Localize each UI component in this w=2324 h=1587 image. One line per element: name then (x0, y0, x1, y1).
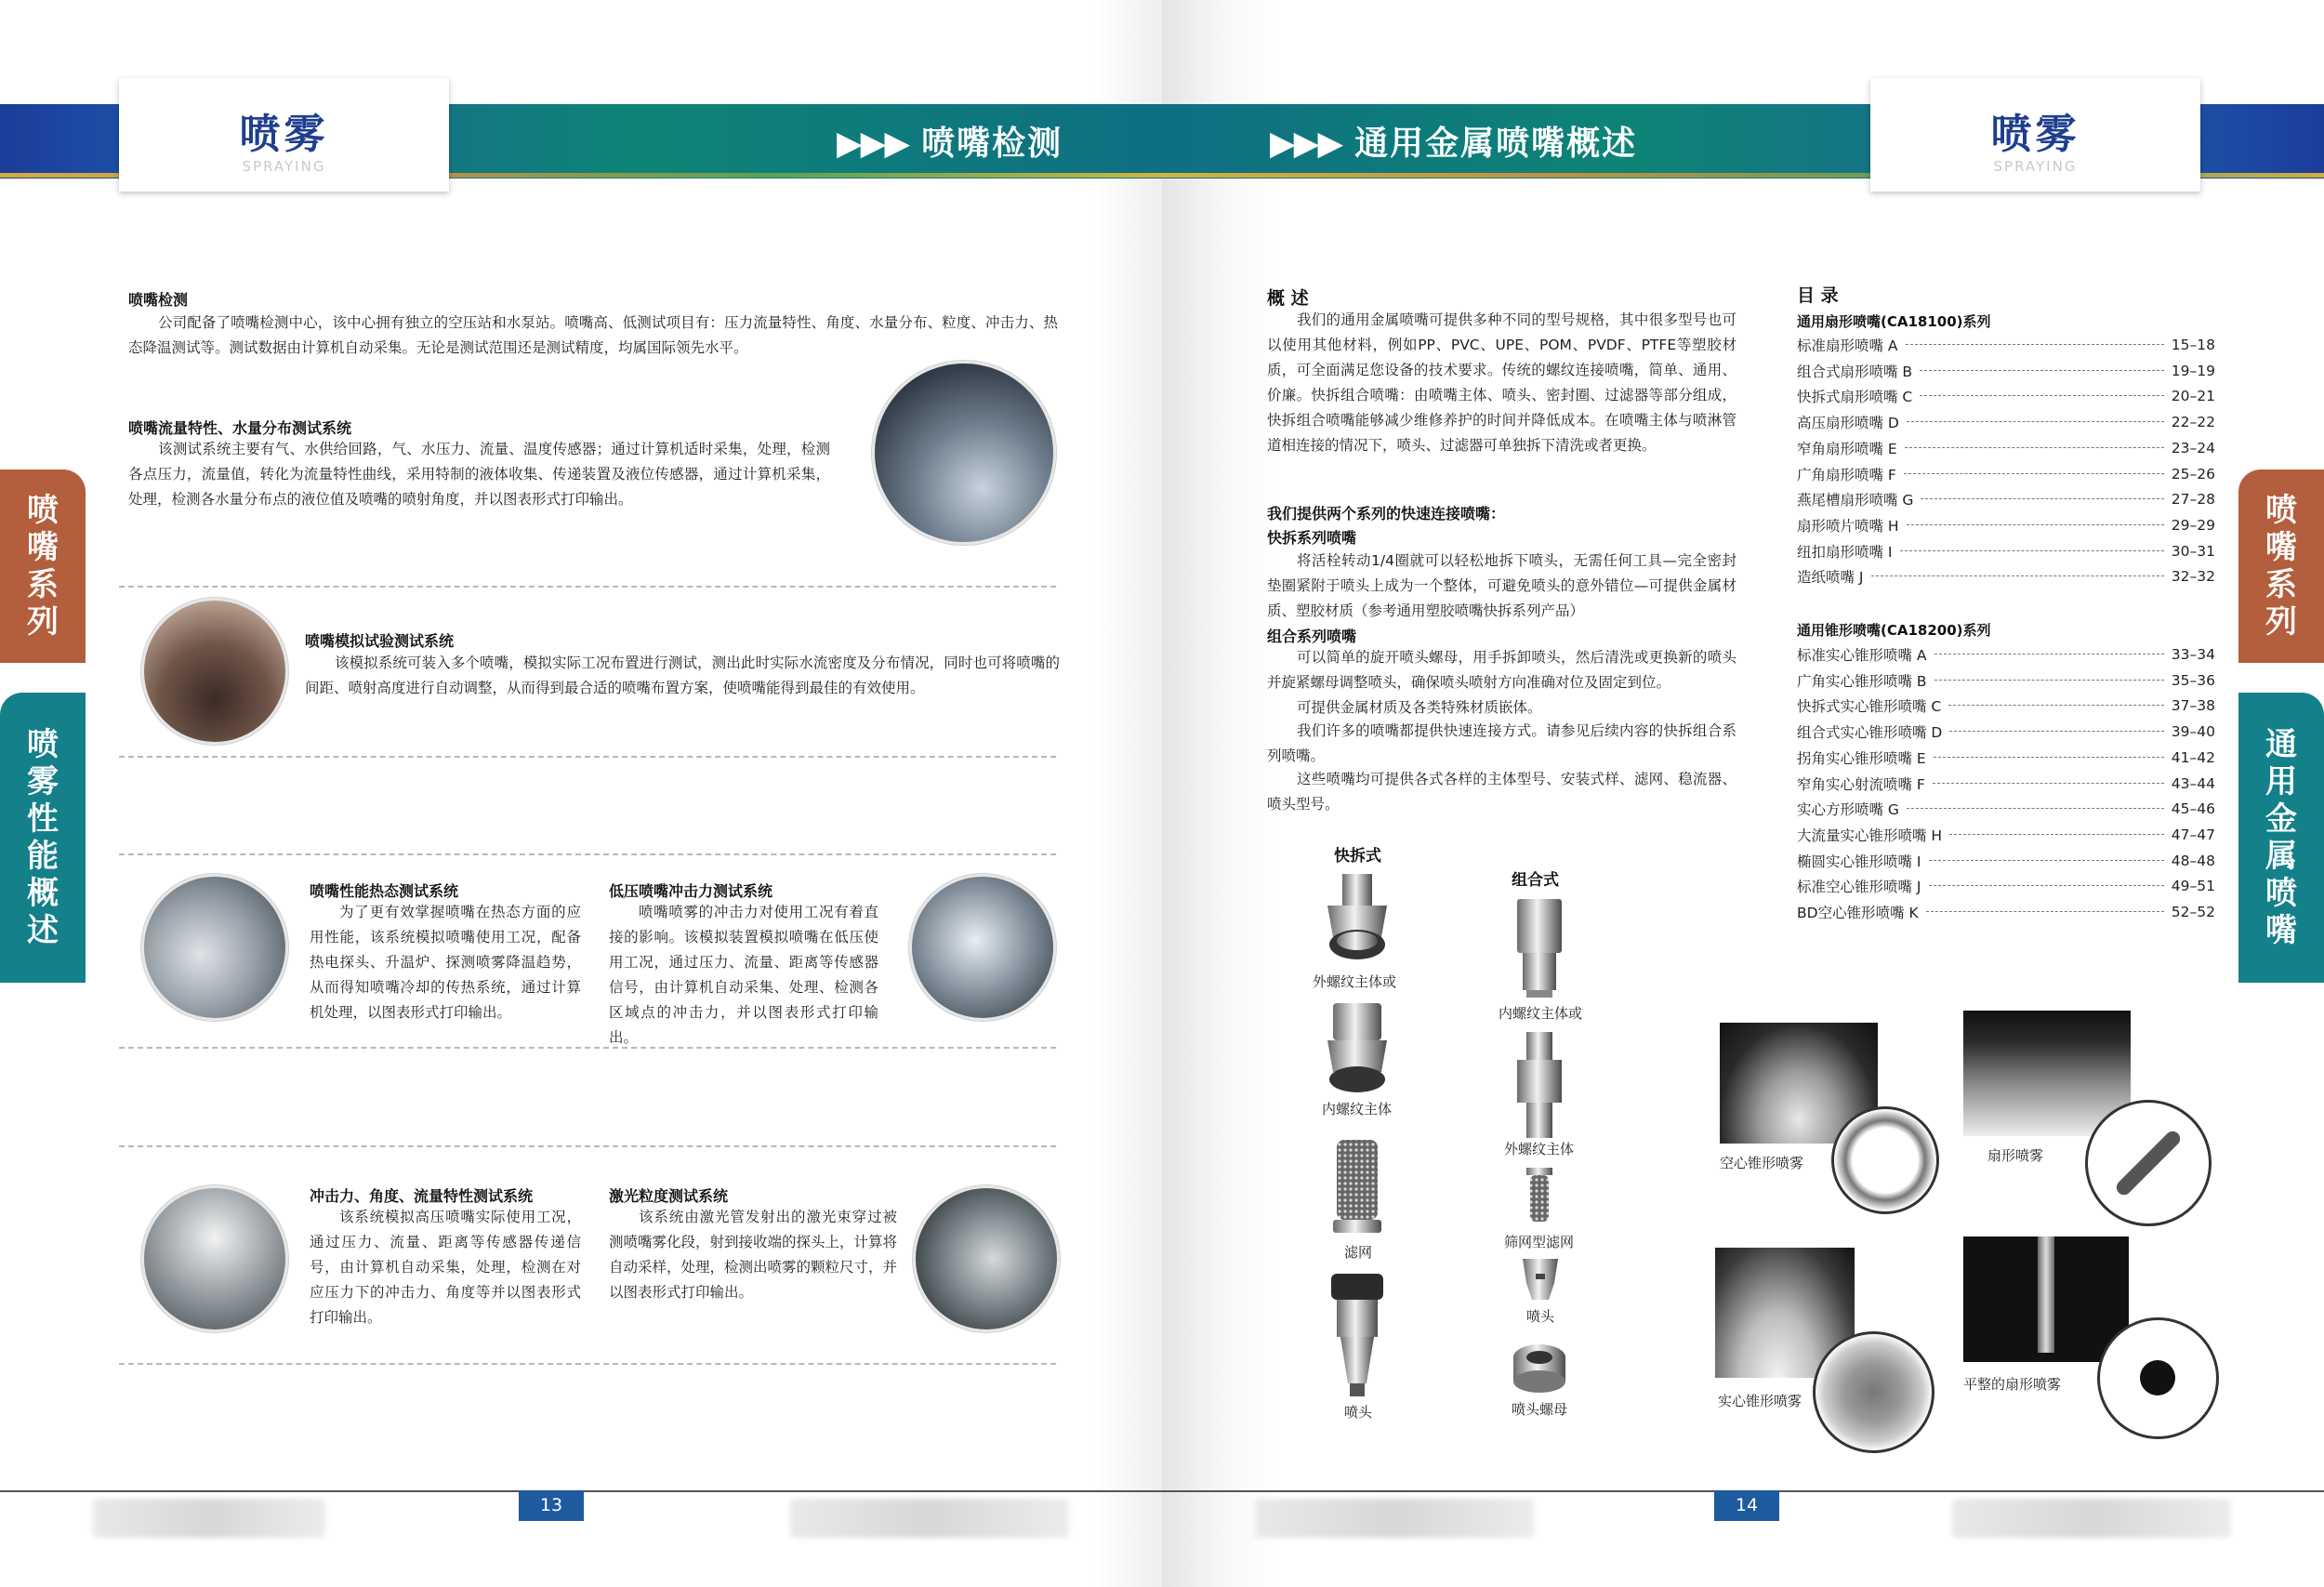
page-number: 13 (519, 1490, 584, 1521)
section-title: 冲击力、角度、流量特性测试系统 (310, 1187, 534, 1205)
footer-blurred-text (93, 1499, 325, 1538)
side-tab-char: 通 (2265, 726, 2297, 763)
toc-row (1797, 361, 2215, 381)
toc-leader (1948, 704, 2164, 706)
side-tab-char: 属 (2265, 838, 2297, 875)
toc-item-pages: 48–48 (2171, 852, 2215, 869)
logo-text: 喷雾 (1990, 111, 2080, 158)
strainer-icon (1331, 1136, 1383, 1238)
toc-row (1797, 464, 2215, 484)
side-tab-char: 嘴 (2265, 529, 2297, 566)
side-tab-series (0, 469, 86, 663)
toc-item-name: 广角扇形喷嘴 F (1797, 466, 1896, 483)
section-title: 低压喷嘴冲击力测试系统 (609, 882, 773, 900)
logo-text: 喷雾 (239, 111, 329, 158)
test-photo (872, 361, 1056, 545)
toc-item-name: 标准实心锥形喷嘴 A (1797, 647, 1927, 664)
test-photo (141, 1185, 288, 1332)
toc-item-name: 扇形喷片喷嘴 H (1797, 517, 1899, 535)
combo-text: 可提供金属材质及各类特殊材质嵌体。 (1297, 699, 1542, 716)
toc-leader (1934, 653, 2164, 655)
toc-row (1797, 644, 2215, 665)
side-tab-char: 喷 (2265, 875, 2297, 912)
toc-leader (1871, 575, 2164, 576)
part-label: 筛网型滤网 (1504, 1234, 1575, 1250)
section-text: 为了更有效掌握喷嘴在热态方面的应用性能，该系统模拟喷嘴使用工况，配备热电探头、升温炉、探测喷雾降温趋势，从而得知喷嘴冷却的传热系统，通过计算机处理，以图表形式打印输出。 (310, 904, 581, 1021)
logo-subtext: SPRAYING (242, 158, 326, 175)
flat-fan-pattern-icon (2085, 1100, 2212, 1226)
toc-leader (1949, 730, 2163, 732)
toc-group-title: 通用扇形喷嘴(CA18100)系列 (1797, 313, 1991, 330)
toc-row (1797, 412, 2215, 432)
toc-row (1797, 515, 2215, 536)
toc-row (1797, 489, 2215, 509)
side-tab-char: 系 (2265, 566, 2297, 603)
toc-row (1797, 670, 2215, 691)
section-title: 喷嘴流量特性、水量分布测试系统 (128, 419, 352, 437)
toc-item-name: 燕尾槽扇形喷嘴 G (1797, 492, 1914, 509)
toc-row (1797, 335, 2215, 355)
toc-leader (1926, 910, 2164, 912)
toc-group-title: 通用锥形喷嘴(CA18200)系列 (1797, 622, 1991, 639)
toc-item-name: 快拆式扇形喷嘴 C (1797, 389, 1913, 406)
overview-text: 我们的通用金属喷嘴可提供多种不同的型号规格，其中很多型号也可以使用其他材料，例如PP、PVC、UPE、POM、PVDF、PTFE等塑胶材质，可全面满足您设备的技术要求。传统的螺纹连接喷嘴，简单、通用、价廉。快拆组合喷嘴：由喷嘴主体、喷头、密封圈、过滤器等部分组成，快拆组合喷嘴能够减少维修养护的时间并降低成本。在喷嘴主体与喷淋管道相连接的情况下，喷头、过滤器可单独拆下清洗或者更换。 (1267, 311, 1736, 454)
part-label: 内螺纹主体 (1322, 1101, 1393, 1118)
side-tab-performance (0, 693, 86, 983)
combo-type-header: 组合式 (1512, 871, 1559, 890)
toc-item-name: 造纸喷嘴 J (1797, 569, 1864, 587)
section-text: 公司配备了喷嘴检测中心，该中心拥有独立的空压站和水泵站。喷嘴高、低测试项目有：压力流量特性、角度、水量分布、粒度、冲击力、热态降温测试等。测试数据由计算机自动采集。无论是测试范围还是测试精度，均属国际领先水平。 (128, 314, 1058, 356)
toc-item-pages: 33–34 (2171, 646, 2215, 663)
side-tab-char: 喷 (27, 726, 59, 763)
combo-subtitle: 组合系列喷嘴 (1267, 628, 1357, 645)
section-title: 喷嘴性能热态测试系统 (310, 882, 459, 900)
toc-item-pages: 23–24 (2171, 439, 2215, 456)
toc-item-pages: 32–32 (2171, 568, 2215, 586)
part-label: 喷头螺母 (1512, 1401, 1568, 1418)
toc-item-name: 标准空心锥形喷嘴 J (1797, 879, 1921, 896)
toc-item-name: 组合式扇形喷嘴 B (1797, 363, 1913, 380)
toc-item-pages: 43–44 (2171, 774, 2215, 792)
toc-item-name: 高压扇形喷嘴 D (1797, 415, 1899, 432)
toc-row (1797, 902, 2215, 922)
logo (119, 78, 449, 192)
toc-item-pages: 52–52 (2171, 904, 2215, 920)
logo (1870, 78, 2200, 192)
toc-item-pages: 30–31 (2171, 542, 2215, 560)
toc-item-pages: 47–47 (2171, 826, 2215, 843)
test-photo (141, 874, 288, 1021)
page-title-text: 通用金属喷嘴概述 (1354, 125, 1638, 163)
toc-leader (1906, 343, 2164, 345)
toc-leader (1905, 446, 2164, 448)
toc-leader (1920, 369, 2164, 371)
toc-item-name: 椭圆实心锥形喷嘴 I (1797, 853, 1921, 870)
divider (119, 853, 1056, 855)
page-number: 14 (1714, 1490, 1779, 1521)
toc-item-pages: 20–21 (2171, 388, 2215, 405)
female-thread-body-icon (1320, 999, 1394, 1102)
toc-item-name: 实心方形喷嘴 G (1797, 801, 1899, 819)
screen-strainer-icon (1523, 1166, 1556, 1225)
toc-leader (1920, 394, 2164, 396)
divider (119, 1047, 1056, 1049)
toc-row (1797, 695, 2215, 716)
side-tab-metal-nozzle (2238, 693, 2324, 983)
full-cone-pattern-icon (1813, 1331, 1934, 1453)
toc-item-pages: 49–51 (2171, 878, 2215, 895)
toc-item-pages: 41–42 (2171, 748, 2215, 766)
arrow-icon: ▶▶▶ (837, 125, 909, 163)
footer-blurred-text (790, 1499, 1069, 1538)
female-thread-body-icon (1512, 897, 1567, 999)
quick-connect-title: 我们提供两个系列的快速连接喷嘴： (1267, 505, 1506, 522)
side-tab-char: 雾 (27, 763, 59, 800)
even-flat-fan-pattern-icon (2097, 1317, 2219, 1439)
test-photo (909, 874, 1056, 1021)
spray-pattern-label: 实心锥形喷雾 (1718, 1393, 1802, 1409)
toc-item-pages: 15–18 (2171, 337, 2215, 353)
combo-text: 这些喷嘴均可提供各式各样的主体型号、安装式样、滤网、稳流器、喷头型号。 (1267, 771, 1736, 813)
toc-leader (1921, 497, 2163, 499)
toc-item-name: 广角实心锥形喷嘴 B (1797, 672, 1927, 690)
toc-item-pages: 39–40 (2171, 723, 2215, 741)
overview-title: 概 述 (1267, 288, 1309, 309)
side-tab-char: 嘴 (27, 529, 59, 566)
toc-item-name: 标准扇形喷嘴 A (1797, 337, 1898, 354)
divider (119, 756, 1056, 758)
even-flat-fan-spray-stream (2038, 1237, 2054, 1353)
page-title (837, 117, 1063, 165)
side-tab-char: 概 (27, 875, 59, 912)
toc-row (1797, 721, 2215, 742)
side-tab-char: 喷 (2265, 492, 2297, 529)
side-tab-char: 列 (2265, 603, 2297, 641)
page-title-text: 喷嘴检测 (921, 125, 1063, 163)
section-text: 该系统模拟高压喷嘴实际使用工况，通过压力、流量、距离等传感器传递信号，由计算机自动采集，处理，检测在对应压力下的冲击力、角度等并以图表形式打印输出。 (310, 1209, 581, 1326)
toc-leader (1929, 859, 2164, 861)
toc-leader (1907, 807, 2164, 809)
toc-item-name: 窄角扇形喷嘴 E (1797, 440, 1897, 457)
toc-row (1797, 825, 2215, 845)
toc-row (1797, 851, 2215, 871)
section-title: 喷嘴检测 (128, 291, 189, 309)
divider (119, 1145, 1056, 1147)
test-photo (913, 1185, 1060, 1332)
toc-item-pages: 22–22 (2171, 414, 2215, 431)
toc-row (1797, 747, 2215, 768)
combo-text: 可以简单的旋开喷头螺母，用手拆卸喷头，然后清洗或更换新的喷头并旋紧螺母调整喷头，确保喷头喷射方向准确对位及固定到位。 (1267, 649, 1736, 691)
toc-item-name: 快拆式实心锥形喷嘴 C (1797, 698, 1942, 716)
spray-pattern-label: 空心锥形喷雾 (1720, 1155, 1804, 1171)
test-photo (141, 598, 288, 745)
side-tab-char: 喷 (27, 492, 59, 529)
toc-leader (1904, 472, 2164, 474)
even-flat-fan-spray-image (1963, 1237, 2129, 1362)
toc-row (1797, 876, 2215, 896)
part-label: 外螺纹主体 (1504, 1141, 1575, 1157)
toc-row (1797, 541, 2215, 562)
toc-item-pages: 19–19 (2171, 362, 2215, 379)
section-text: 该系统由激光管发射出的激光束穿过被测喷嘴雾化段，射到接收端的探头上，计算将自动采样，处理，检测出喷雾的颗粒尺寸，并以图表形式打印输出。 (609, 1209, 898, 1301)
toc-row (1797, 774, 2215, 794)
part-label: 外螺纹主体或 (1313, 973, 1397, 990)
side-tab-char: 列 (27, 603, 59, 641)
toc-item-name: 组合式实心锥形喷嘴 D (1797, 724, 1943, 742)
toc-row (1797, 566, 2215, 587)
divider (119, 1363, 1056, 1365)
toc-item-pages: 25–26 (2171, 465, 2215, 483)
section-title: 激光粒度测试系统 (609, 1187, 729, 1205)
toc-item-name: 大流量实心锥形喷嘴 H (1797, 827, 1943, 844)
toc-item-pages: 29–29 (2171, 516, 2215, 534)
toc-title: 目 录 (1797, 285, 1839, 306)
spray-tip-icon (1327, 1272, 1387, 1402)
toc-leader (1934, 756, 2164, 758)
toc-item-name: 纽扣扇形喷嘴 I (1797, 543, 1893, 561)
side-tab-char: 述 (27, 912, 59, 949)
toc-item-pages: 45–46 (2171, 800, 2215, 818)
arrow-icon: ▶▶▶ (1270, 125, 1342, 163)
divider (119, 586, 1056, 588)
side-tab-char: 能 (27, 838, 59, 875)
toc-item-name: 拐角实心锥形喷嘴 E (1797, 749, 1926, 767)
page-title (1270, 117, 1637, 165)
tip-nut-icon (1511, 1339, 1568, 1396)
part-label: 喷头 (1526, 1308, 1555, 1325)
spray-pattern-label: 平整的扇形喷雾 (1963, 1376, 2062, 1393)
toc-leader (1900, 549, 2164, 551)
section-text: 喷嘴喷雾的冲击力对使用工况有着直接的影响。该模拟装置模拟喷嘴在低压使用工况，通过压力、流量、距离等传感器信号，由计算机自动采集、处理、检测各区域点的冲击力，并以图表形式打印输出。 (609, 904, 878, 1046)
part-label: 滤网 (1344, 1244, 1373, 1261)
footer-blurred-text (1255, 1499, 1534, 1538)
side-tab-char: 嘴 (2265, 912, 2297, 949)
side-tab-char: 用 (2265, 763, 2297, 800)
section-title: 喷嘴模拟试验测试系统 (305, 632, 455, 650)
toc-item-pages: 27–28 (2171, 491, 2215, 509)
toc-row (1797, 799, 2215, 819)
part-label: 内螺纹主体或 (1499, 1005, 1583, 1022)
section-text: 该测试系统主要有气、水供给回路，气、水压力、流量、温度传感器；通过计算机适时采集，处理，检测各点压力，流量值，转化为流量特性曲线，采用特制的液体收集、传递装置及液位传感器，通过计算机采集，处理，检测各水量分布点的液位值及喷嘴的喷射角度，并以图表形式打印输出。 (128, 441, 830, 508)
toc-leader (1929, 884, 2164, 886)
toc-leader (1907, 523, 2164, 525)
footer-blurred-text (1952, 1499, 2231, 1538)
hollow-cone-pattern-icon (1831, 1106, 1939, 1214)
toc-leader (1934, 679, 2164, 681)
side-tab-series (2238, 469, 2324, 663)
even-flat-fan-pattern-mark (2140, 1360, 2175, 1395)
right-page (1162, 0, 2324, 1587)
male-thread-body-icon (1320, 872, 1394, 974)
flat-fan-pattern-mark (2114, 1129, 2184, 1198)
toc-leader (1907, 420, 2164, 422)
quick-subtitle: 快拆系列喷嘴 (1267, 529, 1357, 547)
toc-item-name: 窄角实心射流喷嘴 F (1797, 775, 1925, 793)
logo-subtext: SPRAYING (1993, 158, 2078, 175)
part-label: 喷头 (1344, 1404, 1373, 1421)
spray-tip-icon (1517, 1255, 1564, 1303)
section-text: 该模拟系统可装入多个喷嘴，模拟实际工况布置进行测试，测出此时实际水流密度及分布情况，同时也可将喷嘴的间距、喷射高度进行自动调整，从而得到最合适的喷嘴布置方案，使喷嘴能得到最佳的有效使用。 (305, 655, 1060, 696)
combo-text: 我们许多的喷嘴都提供快速连接方式。请参见后续内容的快拆组合系列喷嘴。 (1267, 722, 1736, 764)
toc-row (1797, 386, 2215, 406)
quick-type-header: 快拆式 (1334, 847, 1381, 866)
toc-row (1797, 438, 2215, 458)
male-thread-body-icon (1513, 1030, 1565, 1142)
spray-pattern-label: 扇形喷雾 (1987, 1147, 2044, 1164)
side-tab-char: 金 (2265, 800, 2297, 838)
toc-item-name: BD空心锥形喷嘴 K (1797, 905, 1919, 921)
toc-leader (1949, 833, 2164, 835)
toc-item-pages: 35–36 (2171, 671, 2215, 689)
toc-leader (1933, 782, 2164, 784)
quick-text: 将活栓转动1/4圈就可以轻松地拆下喷头，无需任何工具—完全密封垫圈紧附于喷头上成为一个整体，可避免喷头的意外错位—可提供金属材质、塑胶材质（参考通用塑胶喷嘴快拆系列产品） (1267, 552, 1736, 619)
side-tab-char: 系 (27, 566, 59, 603)
side-tab-char: 性 (27, 800, 59, 838)
toc-item-pages: 37–38 (2171, 697, 2215, 715)
